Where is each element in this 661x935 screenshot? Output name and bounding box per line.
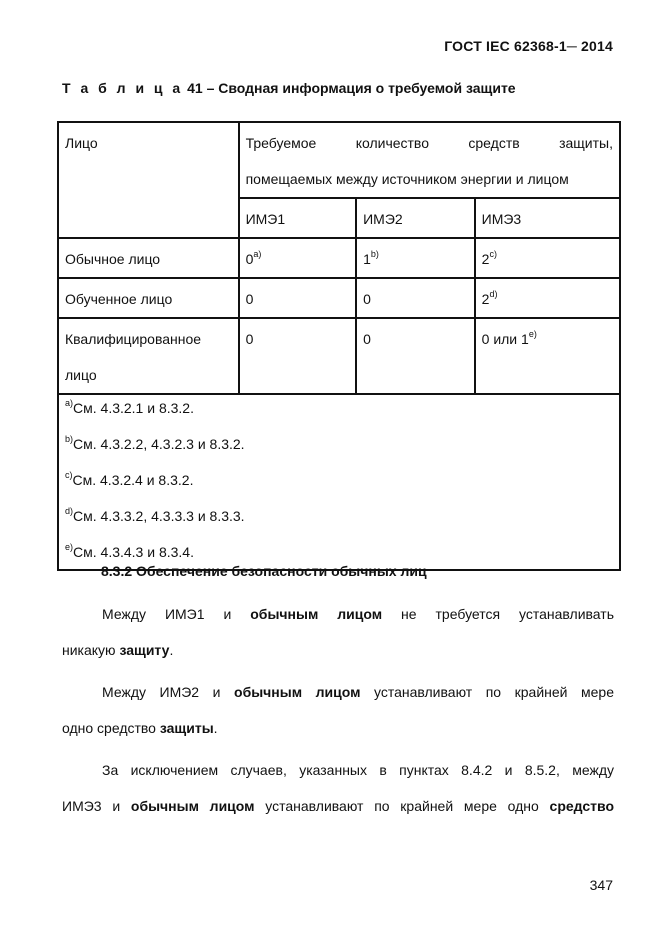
- table-title-dash: –: [206, 80, 215, 96]
- group-header-word: средств: [468, 135, 520, 151]
- cell-value: 2$^{d)}$: [475, 278, 620, 318]
- cell-value: 0 или 1$^{e)}$: [475, 318, 620, 394]
- header-cell-ime3: ИМЭ3: [475, 198, 620, 238]
- group-header-line1: [246, 125, 613, 161]
- row-label: Обычное лицо: [58, 238, 239, 278]
- document-standard-header: ГОСТ IEC 62368-1─ 2014: [444, 38, 613, 54]
- paragraph-ime3: За исключением случаев, указанных в пунктах 8.4.2 и 8.5.2, между ИМЭ3 и обычным лицом устанавливают по крайней мере одно средство: [62, 762, 614, 814]
- header-cell-ime1: ИМЭ1: [239, 198, 357, 238]
- cell-value: 2$^{c)}$: [475, 238, 620, 278]
- table-title-number: 41: [187, 80, 203, 96]
- group-header-word: Требуемое: [245, 135, 317, 151]
- table-row-ordinary-person: [58, 238, 620, 278]
- row-label: Обученное лицо: [58, 278, 239, 318]
- page-number: 347: [589, 877, 613, 893]
- cell-value: 0$^{a)}$: [239, 238, 357, 278]
- footnote: $^{c)}$См. 4.3.2.4 и 8.3.2.: [65, 470, 194, 488]
- paragraph-ime1: Между ИМЭ1 и обычным лицом не требуется устанавливать никакую защиту.: [62, 606, 614, 658]
- row-label-line: Квалифицированное: [65, 331, 202, 347]
- header-person-label: Лицо: [65, 135, 98, 151]
- footnote-ref: e): [528, 329, 537, 339]
- protection-summary-table: [57, 121, 621, 571]
- cell-value: 0: [239, 318, 357, 394]
- cell-value: 0: [356, 318, 475, 394]
- paragraph-ime2: Между ИМЭ2 и обычным лицом устанавливают по крайней мере одно средство защиты.: [62, 684, 615, 736]
- table-title-prefix: Т а б л и ц а: [62, 80, 184, 96]
- cell-value: 0: [356, 278, 475, 318]
- group-header-word: количество: [355, 135, 429, 151]
- table-row-instructed-person: [58, 278, 620, 318]
- footnote: $^{e)}$См. 4.3.4.3 и 8.3.4.: [65, 542, 194, 560]
- group-header-word: защиты,: [559, 135, 613, 151]
- table-header-row: [58, 122, 620, 198]
- header-cell-person: [58, 122, 239, 238]
- group-header-line2: помещаемых между источником энергии и лицом: [245, 171, 569, 187]
- section-heading: 8.3.2 Обеспечение безопасности обычных лиц: [101, 563, 427, 579]
- header-cell-ime2: ИМЭ2: [356, 198, 475, 238]
- footnotes-cell: [58, 394, 620, 570]
- footnote-ref: a): [253, 249, 262, 259]
- table-title: [62, 80, 516, 96]
- header-cell-required-means: [239, 122, 620, 198]
- table-title-text: Сводная информация о требуемой защите: [218, 80, 516, 96]
- table-footnotes-row: [58, 394, 620, 570]
- footnote: $^{a)}$См. 4.3.2.1 и 8.3.2.: [65, 398, 194, 416]
- row-label-line: лицо: [65, 367, 97, 383]
- footnote-ref: b): [370, 249, 379, 259]
- table-row-skilled-person: [58, 318, 620, 394]
- footnote-ref: c): [489, 249, 497, 259]
- footnote: $^{b)}$См. 4.3.2.2, 4.3.2.3 и 8.3.2.: [65, 434, 245, 452]
- footnote: $^{d)}$См. 4.3.3.2, 4.3.3.3 и 8.3.3.: [65, 506, 245, 524]
- row-label: [58, 318, 239, 394]
- footnote-ref: d): [489, 289, 498, 299]
- cell-value: 0: [239, 278, 357, 318]
- cell-value: 1$^{b)}$: [356, 238, 475, 278]
